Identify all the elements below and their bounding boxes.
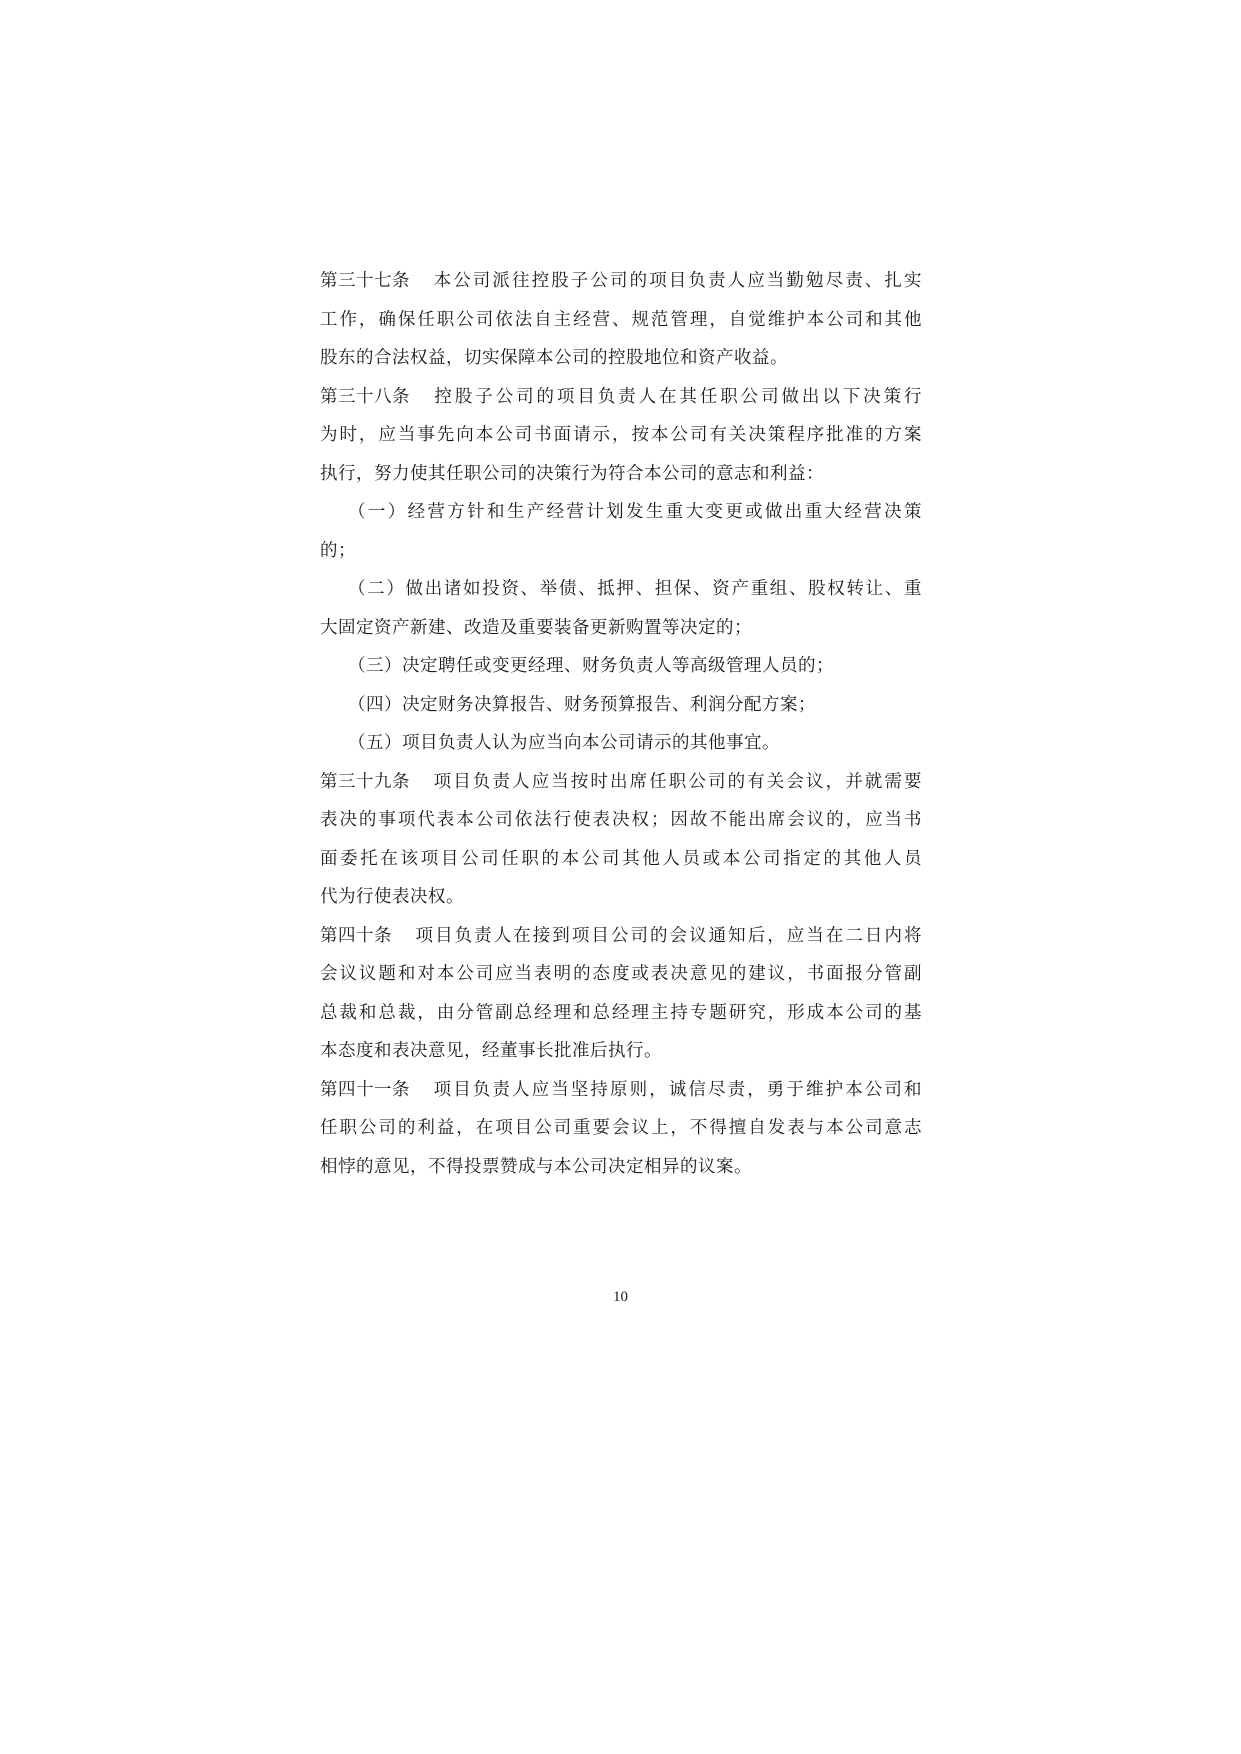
article-label: 第三十九条 — [320, 771, 410, 792]
article-line: 面委托在该项目公司任职的本公司其他人员或本公司指定的其他人员 — [320, 848, 922, 869]
article-39 — [320, 763, 922, 917]
article-line: 工作，确保任职公司依法自主经营、规范管理，自觉维护本公司和其他 — [320, 309, 922, 330]
article-first-line: 第四十一条 项目负责人应当坚持原则，诚信尽责，勇于维护本公司和 — [320, 1071, 922, 1110]
article-label: 第三十八条 — [320, 386, 410, 407]
article-line: 股东的合法权益，切实保障本公司的控股地位和资产收益。 — [320, 348, 788, 368]
article-label: 第四十条 — [320, 925, 392, 946]
list-item: （一）经营方针和生产经营计划发生重大变更或做出重大经营决策 的； — [320, 502, 922, 561]
article-first-line: 第三十八条 控股子公司的项目负责人在其任职公司做出以下决策行 — [320, 378, 922, 417]
article-line: 表决的事项代表本公司依法行使表决权；因故不能出席会议的，应当书 — [320, 810, 922, 830]
article-line: 为时，应当事先向本公司书面请示，按本公司有关决策程序批准的方案 — [320, 425, 922, 445]
article-38 — [320, 378, 922, 763]
list-item: （五）项目负责人认为应当向本公司请示的其他事宜。 — [348, 733, 780, 753]
document-body — [320, 262, 922, 1186]
list-item: （二）做出诸如投资、举债、抵押、担保、资产重组、股权转让、重 大固定资产新建、改造及重要装备更新购置等决定的； — [320, 579, 922, 638]
article-first-line: 第四十条 项目负责人在接到项目公司的会议通知后，应当在二日内将 — [320, 917, 922, 956]
article-line: 代为行使表决权。 — [320, 887, 464, 907]
article-line: 总裁和总裁，由分管副总经理和总经理主持专题研究，形成本公司的基 — [320, 1002, 922, 1023]
article-line: 会议议题和对本公司应当表明的态度或表决意见的建议，书面报分管副 — [320, 964, 922, 984]
article-label: 第三十七条 — [320, 271, 410, 291]
article-line: 本态度和表决意见，经董事长批准后执行。 — [320, 1041, 662, 1061]
article-41 — [320, 1071, 922, 1187]
page-number: 10 — [613, 1289, 628, 1305]
article-label: 第四十一条 — [320, 1079, 410, 1100]
article-first-line: 第三十九条 项目负责人应当按时出席任职公司的有关会议，并就需要 — [320, 763, 922, 802]
article-40 — [320, 917, 922, 1071]
article-first-line: 第三十七条 本公司派往控股子公司的项目负责人应当勤勉尽责、扎实 — [320, 262, 922, 301]
article-37 — [320, 262, 922, 378]
list-item: （四）决定财务决算报告、财务预算报告、利润分配方案； — [348, 694, 816, 715]
list-item: （三）决定聘任或变更经理、财务负责人等高级管理人员的； — [348, 656, 834, 676]
article-line: 任职公司的利益，在项目公司重要会议上，不得擅自发表与本公司意志 — [320, 1118, 922, 1138]
article-line: 相悖的意见，不得投票赞成与本公司决定相异的议案。 — [320, 1156, 752, 1177]
article-line: 执行，努力使其任职公司的决策行为符合本公司的意志和利益： — [320, 463, 824, 484]
